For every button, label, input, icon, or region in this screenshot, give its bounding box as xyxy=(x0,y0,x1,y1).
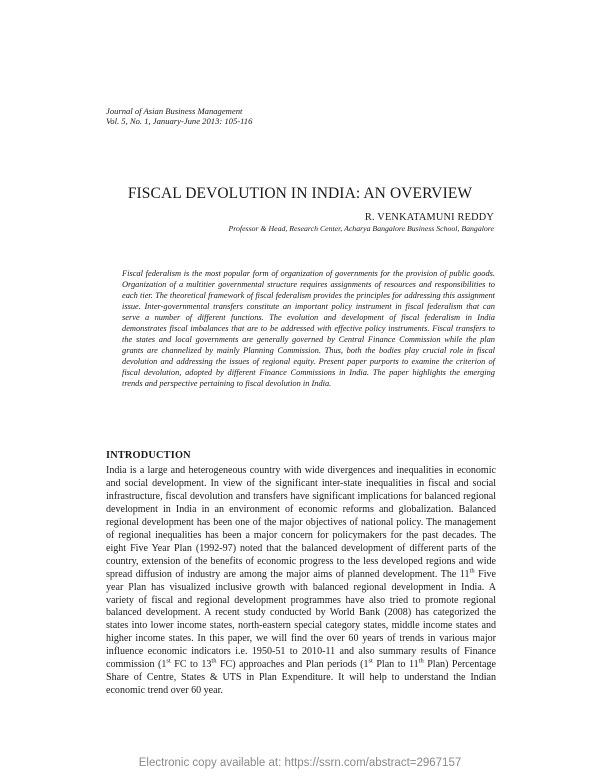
introduction-paragraph xyxy=(106,465,496,698)
intro-sup-3: th xyxy=(211,657,217,665)
intro-text-1: India is a large and heterogeneous country with wide divergences and inequalities in economic and social development. In view of the significant inter-state inequalities in fiscal and social infrastructure, fiscal devolution and transfers have significant implications for balanced regional development in India in an environment of economic reforms and globalization. Balanced regional development has been one of the major objectives of national policy. The management of regional inequalities has been a major concern for policymakers for the past decades. The eight Five Year Plan (1992-97) noted that the balanced development of different parts of the country, extension of the benefits of economic progress to the less developed regions and wide spread diffusion of industry are among the major aims of planned development. The 11 xyxy=(106,465,496,580)
intro-sup-5: th xyxy=(418,657,424,665)
abstract: Fiscal federalism is the most popular form of organization of governments for the provision of public goods. Organization of a multitier governmental structure requires assignments of resources and responsibilities to each tier. The theoretical framework of fiscal federalism provides the principles for addressing this assignment issue. Inter-governmental transfers constitute an important policy instrument in fiscal federalism that can serve a number of different functions. The evolution and development of fiscal federalism in India demonstrates fiscal imbalances that are to be addressed with effective policy instruments. Fiscal transfers to the states and local governments are generally governed by Central Finance Commission while the plan grants are channelized by mainly Planning Commission. Thus, both the bodies play crucial role in fiscal devolution and addressing the issues of regional equity. Present paper purports to examine the criterion of fiscal devolution, adopted by different Finance Commissions in India. The paper highlights the emerging trends and perspective pertaining to fiscal devolution in India. xyxy=(122,269,495,389)
intro-sup-2: st xyxy=(166,657,171,665)
journal-name: Journal of Asian Business Management xyxy=(106,106,243,116)
author-name: R. VENKATAMUNI REDDY xyxy=(364,212,494,223)
section-heading-introduction: INTRODUCTION xyxy=(106,450,191,461)
journal-issue: Vol. 5, No. 1, January-June 2013: 105-116 xyxy=(106,116,253,126)
intro-text-2: Five year Plan has visualized inclusive growth with balanced regional development in India. A variety of fiscal and regional development programmes have also tried to promote regional balanced development. A recent study conducted by World Bank (2008) has categorized the states into lower income states, north-eastern special category states, middle income states and higher income states. In this paper, we will find the over 60 years of trends in various major influence economic indicators i.e. 1950-51 to 2010-11 and also summary results of Finance commission (1 xyxy=(106,568,496,671)
intro-text-3: FC to 13 xyxy=(170,659,212,671)
author-affiliation: Professor & Head, Research Center, Acharya Bangalore Business School, Bangalore xyxy=(228,224,494,233)
intro-sup-1: th xyxy=(469,567,475,575)
intro-text-5: Plan to 11 xyxy=(372,659,419,671)
journal-citation xyxy=(106,106,252,126)
intro-text-6: Plan) Percentage Share of Centre, States & UTS in Plan Expenditure. It will help to understand the Indian economic trend over 60 year. xyxy=(106,659,496,697)
intro-sup-4: st xyxy=(368,657,373,665)
intro-text-4: FC) approaches and Plan periods (1 xyxy=(216,659,369,671)
ssrn-footer-link[interactable]: Electronic copy available at: https://ssrn.com/abstract=2967157 xyxy=(138,757,462,769)
article-title: FISCAL DEVOLUTION IN INDIA: AN OVERVIEW xyxy=(127,185,473,202)
